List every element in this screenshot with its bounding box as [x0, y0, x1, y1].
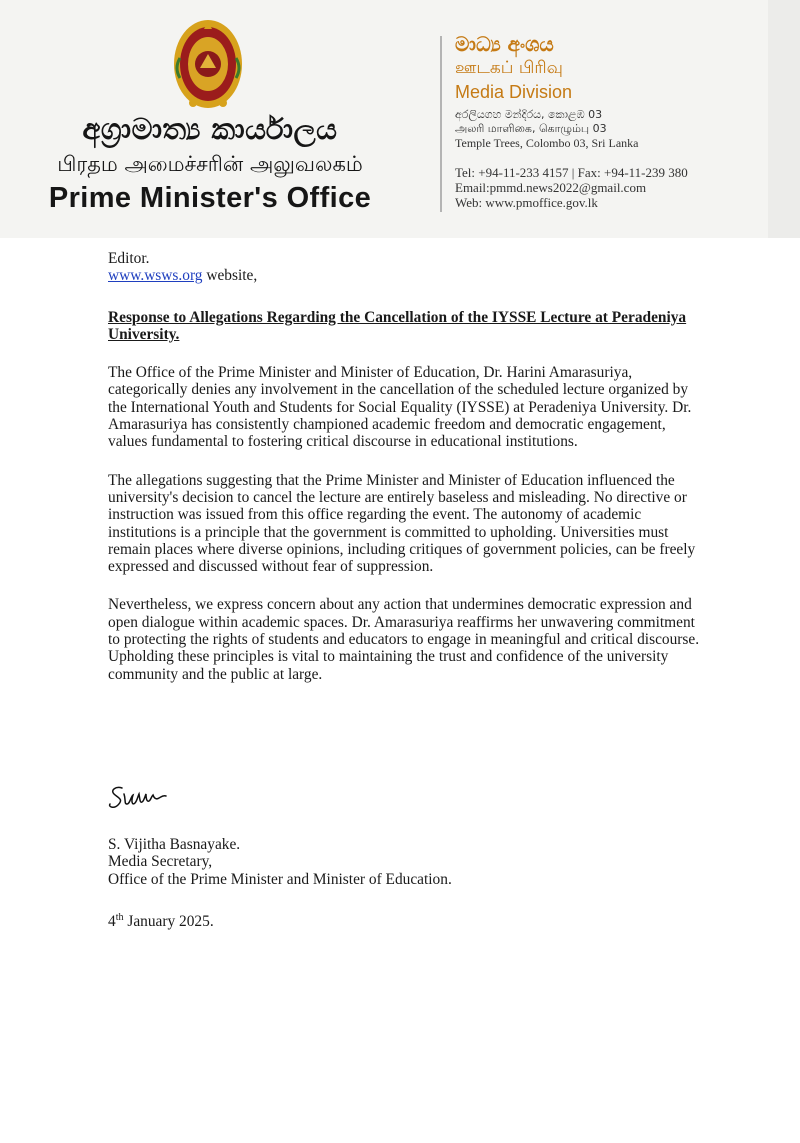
contact-block: [455, 165, 688, 210]
letter-date: [108, 912, 214, 931]
signatory-office: Office of the Prime Minister and Minister of Education.: [108, 870, 452, 888]
email-address: Email:pmmd.news2022@gmail.com: [455, 180, 647, 195]
office-name-english: Prime Minister's Office: [48, 182, 372, 214]
media-division-tamil: ஊடகப் பிரிவு: [455, 58, 563, 78]
signatory-title: Media Secretary,: [108, 853, 213, 871]
address-english: Temple Trees, Colombo 03, Sri Lanka: [455, 136, 639, 150]
letterhead: [0, 0, 800, 238]
office-name-tamil: பிரதம அமைச்சரின் அலுவலகம்: [57, 152, 363, 176]
date-ordinal: th: [115, 912, 124, 923]
media-division-english: Media Division: [455, 82, 573, 102]
media-division-block: [455, 34, 572, 101]
address-tamil: அலரி மாளிகை, கொழும்பு 03: [455, 122, 607, 135]
signatory-block: [108, 836, 708, 888]
office-name-sinhala: අග්‍රාමාත්‍ය කාර්යාලය: [82, 112, 338, 146]
paragraph-3: Nevertheless, we express concern about any action that undermines democratic expression and open dialogue within academic spaces. Dr. Amarasuriya reaffirms her unwavering commitment to protecting the rights of students and educators to engage in meaningful and critical discourse. Upholding these principles is vital to maintaining the trust and confidence of the university community and the public at large.: [108, 596, 700, 683]
date-rest: January 2025.: [123, 913, 214, 931]
signatory-name: S. Vijitha Basnayake.: [108, 836, 241, 853]
tel-fax: Tel: +94-11-233 4157 | Fax: +94-11-239 380: [455, 165, 688, 180]
letterhead-edge: [768, 0, 800, 238]
paragraph-2: The allegations suggesting that the Prime Minister and Minister of Education influenced the university's decision to cancel the lecture are entirely baseless and misleading. No directive or instruction was issued from this office regarding the event. The autonomy of academic institutions is a principle that the government is committed to upholding. Universities must remain places where diverse opinions, including critiques of government policies, can be freely expressed and discussed without fear of suppression.: [108, 471, 696, 576]
addressee-line-1: Editor.: [108, 250, 150, 267]
website-address: Web: www.pmoffice.gov.lk: [455, 195, 598, 210]
addressee-line-2: [108, 267, 708, 284]
media-division-sinhala: මාධ්‍ය අංශය: [455, 32, 554, 56]
wsws-link[interactable]: www.wsws.org: [108, 267, 203, 285]
address-block: [455, 108, 638, 150]
handwritten-signature: [108, 782, 180, 810]
address-sinhala: අරලියගහ මන්දිරය, කොළඹ 03: [455, 108, 603, 121]
national-emblem-icon: [170, 18, 246, 116]
letter-subject: Response to Allegations Regarding the Cancellation of the IYSSE Lecture at Peradeniya University.: [108, 308, 687, 343]
addressee-suffix: website,: [202, 267, 258, 285]
letter-body: [108, 250, 708, 683]
paragraph-1: The Office of the Prime Minister and Minister of Education, Dr. Harini Amarasuriya, categorically denies any involvement in the cancellation of the scheduled lecture organized by the International Youth and Students for Social Equality (IYSSE) at Peradeniya University. Dr. Amarasuriya has consistently championed academic freedom and democratic engagement, values fundamental to fostering critical discourse in educational institutions.: [108, 364, 692, 451]
letterhead-divider: [440, 36, 442, 212]
date-day: 4: [108, 913, 116, 931]
